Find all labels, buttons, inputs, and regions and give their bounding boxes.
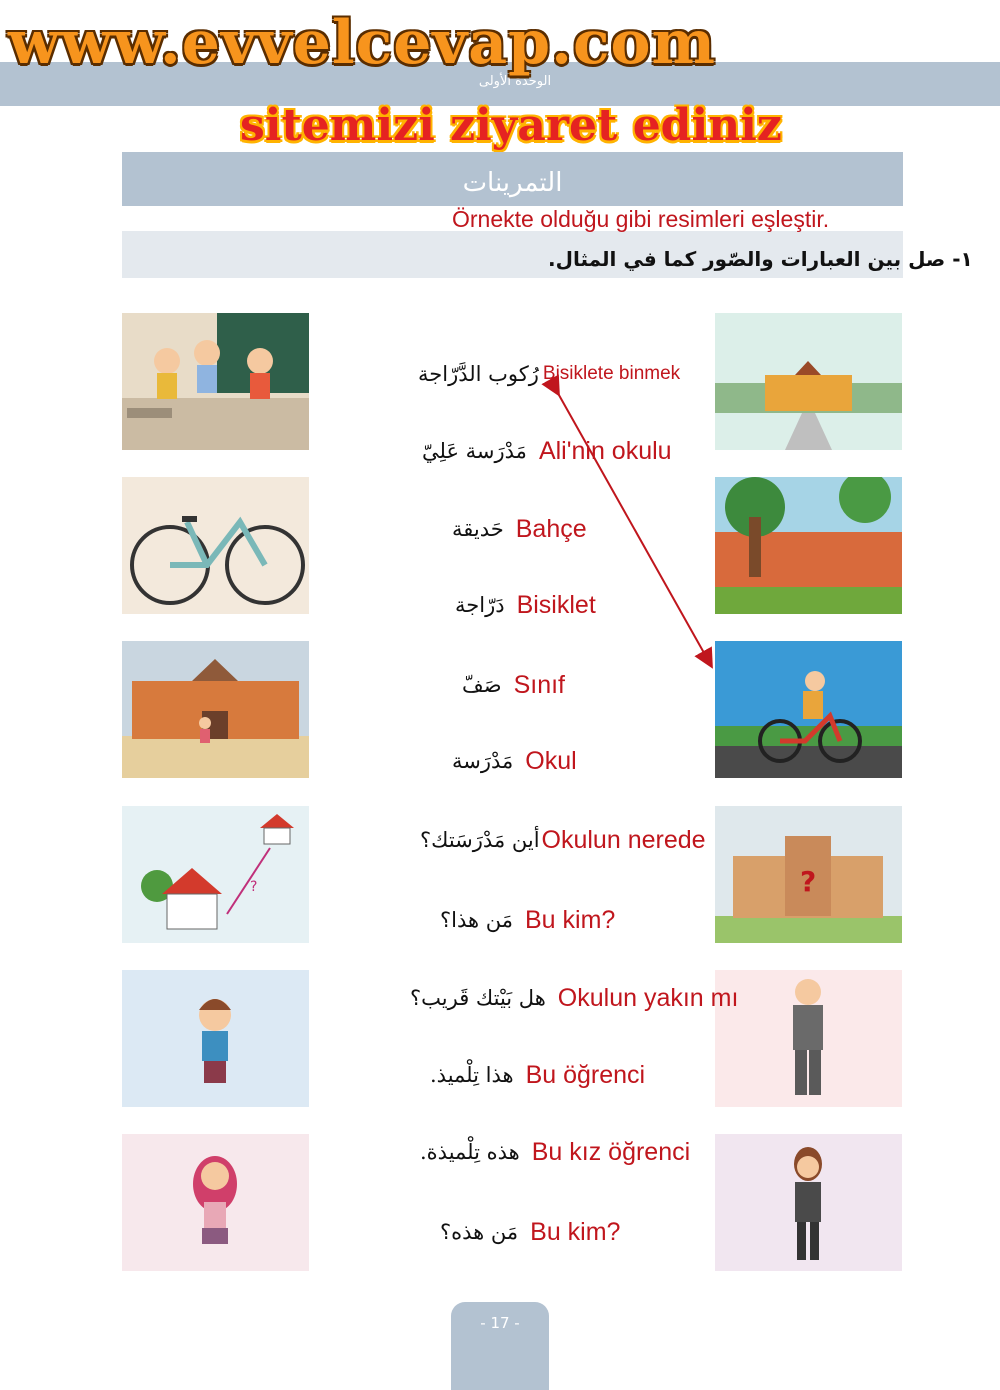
phrase-arabic: أين مَدْرَسَتك؟ — [420, 828, 540, 852]
school-girl-image — [122, 641, 309, 778]
unit-label: الوحدة الأولى — [478, 74, 552, 89]
phrase-item — [462, 665, 565, 705]
phrase-turkish: Bu kim? — [530, 1217, 621, 1246]
woman-in-suit-image — [715, 1134, 902, 1271]
phrase-turkish: Bu kız öğrenci — [531, 1137, 691, 1166]
man-in-suit-image — [715, 970, 902, 1107]
phrase-item — [440, 1212, 620, 1252]
instruction-arabic: ١- صل بين العبارات والصّور كما في المثال. — [548, 247, 973, 271]
phrase-turkish: Bahçe — [515, 514, 587, 543]
phrase-arabic: مَن هذا؟ — [440, 908, 513, 932]
school-question-image — [715, 806, 902, 943]
watermark-url: www.evvelcevap.com — [8, 8, 716, 78]
phrase-turkish: Okulun yakın mı — [557, 983, 739, 1012]
phrase-turkish: Okul — [525, 746, 577, 775]
phrase-arabic: هل بَيْتك قَريب؟ — [410, 986, 546, 1010]
school-building-image — [715, 313, 902, 450]
phrase-turkish: Bisiklete binmek — [542, 363, 681, 384]
phrase-turkish: Sınıf — [513, 670, 565, 699]
boy-riding-bicycle-image — [715, 641, 902, 778]
phrase-arabic: هذه تِلْميذة. — [420, 1140, 520, 1164]
phrase-turkish: Ali'nin okulu — [538, 436, 672, 465]
bicycle-image — [122, 477, 309, 614]
phrase-item — [430, 1055, 645, 1095]
phrase-turkish: Bisiklet — [516, 590, 596, 619]
girl-student-image — [122, 1134, 309, 1271]
instruction-turkish: Örnekte olduğu gibi resimleri eşleştir. — [452, 206, 830, 232]
classroom-children-image — [122, 313, 309, 450]
phrase-arabic: دَرّاجة — [455, 593, 505, 617]
phrase-item — [452, 509, 587, 549]
phrase-arabic: رُكوب الدَّرّاجة — [418, 362, 539, 386]
page-number: - 17 - — [480, 1314, 520, 1332]
phrase-arabic: مَن هذه؟ — [440, 1220, 519, 1244]
garden-image — [715, 477, 902, 614]
phrase-arabic: مَدْرَسة — [452, 749, 514, 773]
section-title: التمرينات — [462, 168, 563, 198]
phrase-turkish: Bu öğrenci — [525, 1060, 646, 1089]
phrase-item — [418, 354, 680, 394]
phrase-item — [420, 1132, 690, 1172]
phrase-item — [422, 431, 672, 471]
phrase-item — [455, 585, 596, 625]
phrase-arabic: حَديقة — [452, 517, 504, 541]
phrase-turkish: Bu kim? — [525, 905, 616, 934]
watermark-slogan: sitemizi ziyaret ediniz — [240, 100, 782, 151]
phrase-item — [420, 820, 706, 860]
svg-text:?: ? — [800, 865, 817, 898]
house-to-school-image — [122, 806, 309, 943]
svg-text:?: ? — [250, 879, 258, 895]
phrase-item — [440, 900, 615, 940]
phrase-item — [410, 978, 738, 1018]
boy-student-image — [122, 970, 309, 1107]
phrase-arabic: صَفّ — [462, 673, 502, 697]
phrase-arabic: مَدْرَسة عَلِيّ — [422, 439, 527, 463]
phrase-item — [452, 741, 577, 781]
phrase-turkish: Okulun nerede — [541, 825, 706, 854]
phrase-arabic: هذا تِلْميذ. — [430, 1063, 514, 1087]
